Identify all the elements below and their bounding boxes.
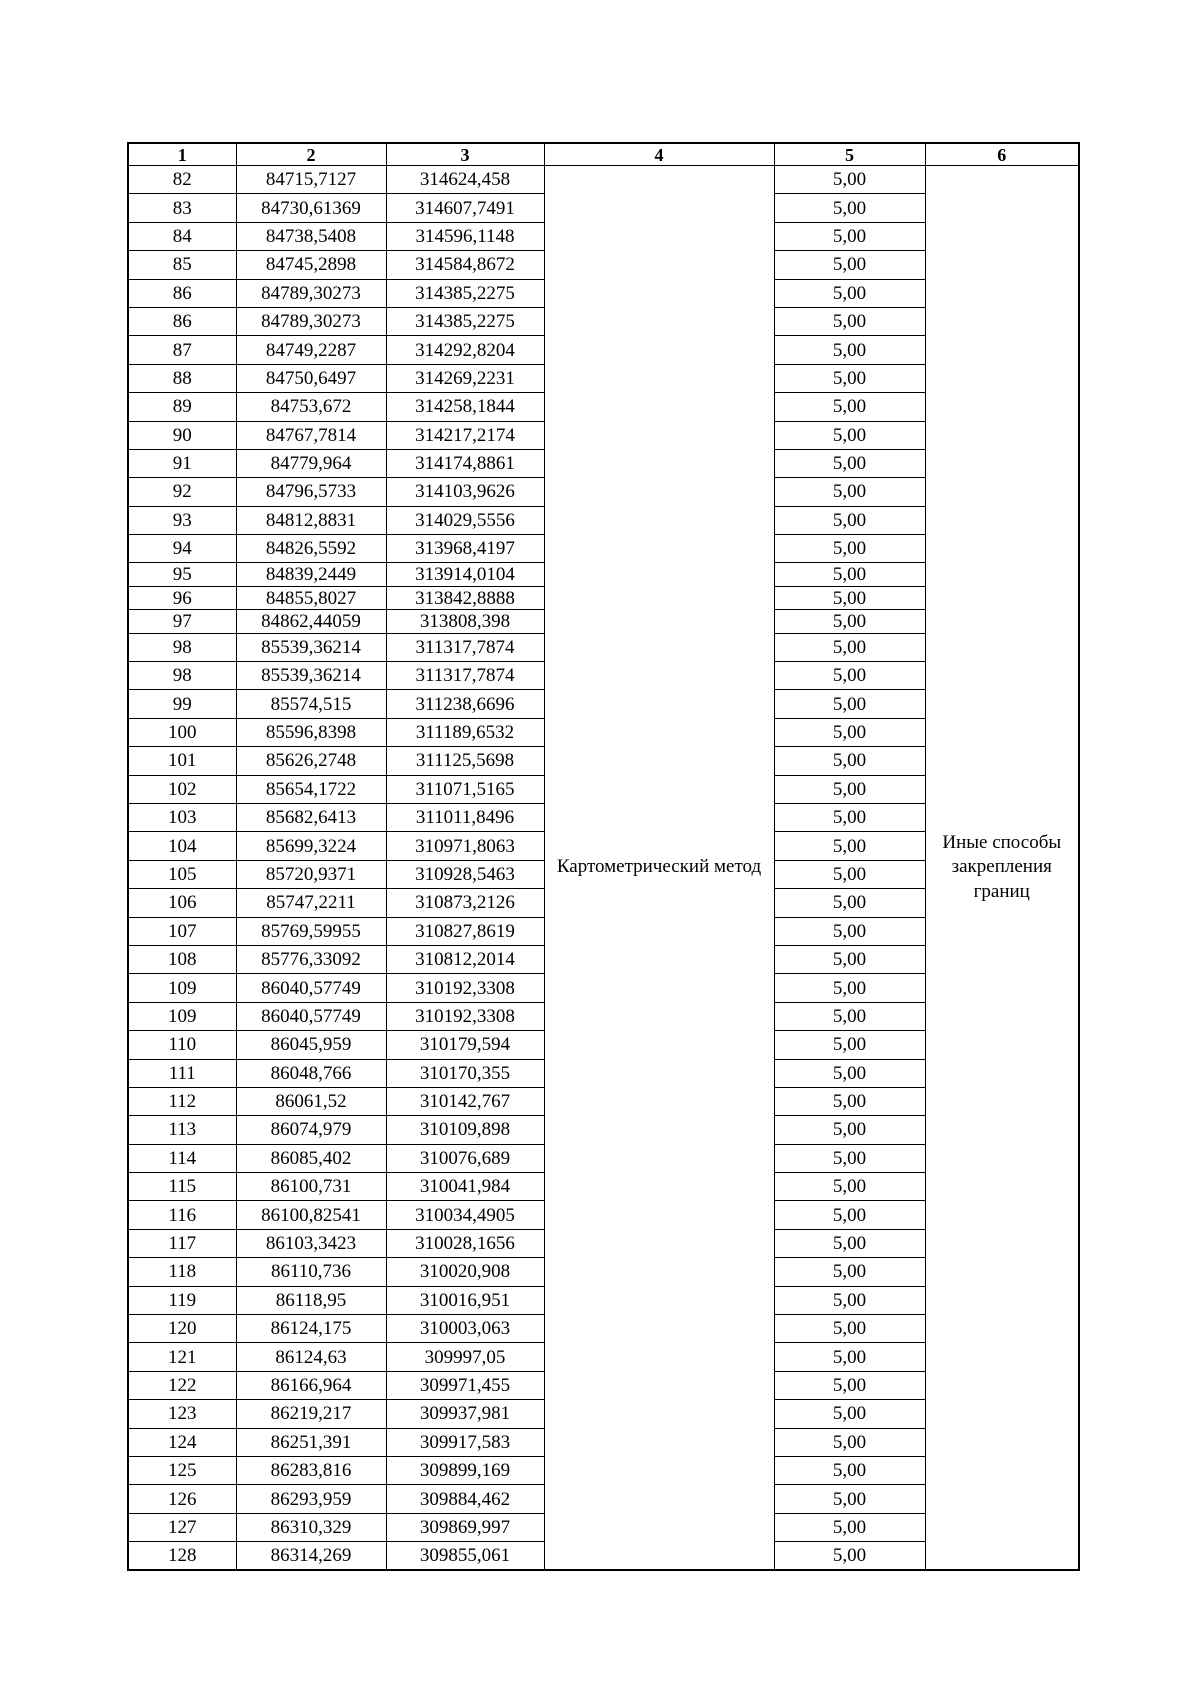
point-number-cell: 119 [128, 1286, 236, 1314]
accuracy-cell: 5,00 [774, 279, 925, 307]
accuracy-cell: 5,00 [774, 506, 925, 534]
point-number-cell: 110 [128, 1031, 236, 1059]
accuracy-cell: 5,00 [774, 747, 925, 775]
accuracy-cell: 5,00 [774, 1542, 925, 1570]
header-col-5: 5 [774, 143, 925, 166]
coord-x-cell: 85596,8398 [236, 718, 386, 746]
coord-x-cell: 86045,959 [236, 1031, 386, 1059]
header-col-3: 3 [386, 143, 544, 166]
point-number-cell: 88 [128, 364, 236, 392]
point-number-cell: 117 [128, 1229, 236, 1257]
point-number-cell: 84 [128, 222, 236, 250]
point-number-cell: 96 [128, 586, 236, 609]
coordinates-table [127, 142, 1080, 1571]
point-number-cell: 86 [128, 307, 236, 335]
accuracy-cell: 5,00 [774, 194, 925, 222]
header-row [128, 143, 1079, 166]
coord-y-cell: 309971,455 [386, 1371, 544, 1399]
coord-y-cell: 311125,5698 [386, 747, 544, 775]
coord-x-cell: 86100,731 [236, 1173, 386, 1201]
coord-y-cell: 309997,05 [386, 1343, 544, 1371]
point-number-cell: 89 [128, 393, 236, 421]
point-number-cell: 106 [128, 889, 236, 917]
coord-y-cell: 314103,9626 [386, 478, 544, 506]
accuracy-cell: 5,00 [774, 1059, 925, 1087]
coord-y-cell: 310928,5463 [386, 860, 544, 888]
coord-y-cell: 313842,8888 [386, 586, 544, 609]
point-number-cell: 118 [128, 1258, 236, 1286]
coord-y-cell: 314292,8204 [386, 336, 544, 364]
coord-y-cell: 311071,5165 [386, 775, 544, 803]
coord-y-cell: 314269,2231 [386, 364, 544, 392]
coord-y-cell: 309855,061 [386, 1542, 544, 1570]
accuracy-cell: 5,00 [774, 449, 925, 477]
coord-y-cell: 309899,169 [386, 1456, 544, 1484]
accuracy-cell: 5,00 [774, 860, 925, 888]
accuracy-cell: 5,00 [774, 393, 925, 421]
point-number-cell: 126 [128, 1485, 236, 1513]
coord-y-cell: 310109,898 [386, 1116, 544, 1144]
coord-y-cell: 310028,1656 [386, 1229, 544, 1257]
accuracy-cell: 5,00 [774, 307, 925, 335]
point-number-cell: 122 [128, 1371, 236, 1399]
point-number-cell: 116 [128, 1201, 236, 1229]
coord-x-cell: 86100,82541 [236, 1201, 386, 1229]
accuracy-cell: 5,00 [774, 1002, 925, 1030]
coord-y-cell: 314596,1148 [386, 222, 544, 250]
coord-y-cell: 313914,0104 [386, 563, 544, 586]
accuracy-cell: 5,00 [774, 917, 925, 945]
accuracy-cell: 5,00 [774, 166, 925, 194]
coord-x-cell: 86061,52 [236, 1087, 386, 1115]
coord-y-cell: 309884,462 [386, 1485, 544, 1513]
accuracy-cell: 5,00 [774, 1371, 925, 1399]
accuracy-cell: 5,00 [774, 421, 925, 449]
coord-x-cell: 86293,959 [236, 1485, 386, 1513]
accuracy-cell: 5,00 [774, 610, 925, 633]
coord-x-cell: 84855,8027 [236, 586, 386, 609]
accuracy-cell: 5,00 [774, 945, 925, 973]
coord-y-cell: 310020,908 [386, 1258, 544, 1286]
coord-x-cell: 84826,5592 [236, 535, 386, 563]
accuracy-cell: 5,00 [774, 1343, 925, 1371]
coord-y-cell: 314584,8672 [386, 251, 544, 279]
coord-x-cell: 85626,2748 [236, 747, 386, 775]
table-row [128, 166, 1079, 194]
point-number-cell: 109 [128, 974, 236, 1002]
accuracy-cell: 5,00 [774, 222, 925, 250]
coord-x-cell: 84839,2449 [236, 563, 386, 586]
coord-x-cell: 84767,7814 [236, 421, 386, 449]
point-number-cell: 127 [128, 1513, 236, 1541]
coord-x-cell: 84750,6497 [236, 364, 386, 392]
coord-x-cell: 84812,8831 [236, 506, 386, 534]
point-number-cell: 82 [128, 166, 236, 194]
coord-y-cell: 310170,355 [386, 1059, 544, 1087]
header-col-6: 6 [925, 143, 1079, 166]
coord-y-cell: 314385,2275 [386, 307, 544, 335]
coord-y-cell: 311011,8496 [386, 803, 544, 831]
accuracy-cell: 5,00 [774, 832, 925, 860]
point-number-cell: 102 [128, 775, 236, 803]
coord-y-cell: 310041,984 [386, 1173, 544, 1201]
coord-y-cell: 314258,1844 [386, 393, 544, 421]
accuracy-cell: 5,00 [774, 690, 925, 718]
coord-y-cell: 311238,6696 [386, 690, 544, 718]
point-number-cell: 98 [128, 662, 236, 690]
coord-x-cell: 86085,402 [236, 1144, 386, 1172]
point-number-cell: 90 [128, 421, 236, 449]
coord-y-cell: 310192,3308 [386, 1002, 544, 1030]
accuracy-cell: 5,00 [774, 889, 925, 917]
coord-y-cell: 314174,8861 [386, 449, 544, 477]
coord-y-cell: 311317,7874 [386, 662, 544, 690]
accuracy-cell: 5,00 [774, 1229, 925, 1257]
coord-y-cell: 310827,8619 [386, 917, 544, 945]
coord-x-cell: 86110,736 [236, 1258, 386, 1286]
coord-x-cell: 86074,979 [236, 1116, 386, 1144]
coord-x-cell: 85539,36214 [236, 633, 386, 661]
accuracy-cell: 5,00 [774, 1144, 925, 1172]
coord-x-cell: 84862,44059 [236, 610, 386, 633]
point-number-cell: 85 [128, 251, 236, 279]
coord-x-cell: 85776,33092 [236, 945, 386, 973]
point-number-cell: 94 [128, 535, 236, 563]
coord-y-cell: 310971,8063 [386, 832, 544, 860]
coord-y-cell: 310179,594 [386, 1031, 544, 1059]
coord-x-cell: 86251,391 [236, 1428, 386, 1456]
coord-y-cell: 310812,2014 [386, 945, 544, 973]
point-number-cell: 100 [128, 718, 236, 746]
point-number-cell: 113 [128, 1116, 236, 1144]
accuracy-cell: 5,00 [774, 974, 925, 1002]
coord-x-cell: 84749,2287 [236, 336, 386, 364]
coord-x-cell: 84796,5733 [236, 478, 386, 506]
coord-x-cell: 86118,95 [236, 1286, 386, 1314]
point-number-cell: 109 [128, 1002, 236, 1030]
accuracy-cell: 5,00 [774, 775, 925, 803]
accuracy-cell: 5,00 [774, 1428, 925, 1456]
accuracy-cell: 5,00 [774, 251, 925, 279]
coord-y-cell: 310016,951 [386, 1286, 544, 1314]
header-col-2: 2 [236, 143, 386, 166]
coord-x-cell: 86124,175 [236, 1315, 386, 1343]
accuracy-cell: 5,00 [774, 1258, 925, 1286]
coord-x-cell: 84779,964 [236, 449, 386, 477]
accuracy-cell: 5,00 [774, 1315, 925, 1343]
accuracy-cell: 5,00 [774, 535, 925, 563]
point-number-cell: 87 [128, 336, 236, 364]
accuracy-cell: 5,00 [774, 563, 925, 586]
accuracy-cell: 5,00 [774, 1031, 925, 1059]
accuracy-cell: 5,00 [774, 662, 925, 690]
coord-x-cell: 84738,5408 [236, 222, 386, 250]
coord-x-cell: 85682,6413 [236, 803, 386, 831]
accuracy-cell: 5,00 [774, 478, 925, 506]
accuracy-cell: 5,00 [774, 1456, 925, 1484]
coord-y-cell: 310003,063 [386, 1315, 544, 1343]
point-number-cell: 98 [128, 633, 236, 661]
coord-y-cell: 310034,4905 [386, 1201, 544, 1229]
coord-y-cell: 314385,2275 [386, 279, 544, 307]
point-number-cell: 108 [128, 945, 236, 973]
coord-x-cell: 85769,59955 [236, 917, 386, 945]
point-number-cell: 86 [128, 279, 236, 307]
point-number-cell: 124 [128, 1428, 236, 1456]
point-number-cell: 120 [128, 1315, 236, 1343]
header-col-4: 4 [544, 143, 774, 166]
coord-y-cell: 314029,5556 [386, 506, 544, 534]
point-number-cell: 92 [128, 478, 236, 506]
coord-x-cell: 86314,269 [236, 1542, 386, 1570]
coord-x-cell: 85747,2211 [236, 889, 386, 917]
method-cell: Картометрический метод [544, 166, 774, 1571]
coord-x-cell: 85699,3224 [236, 832, 386, 860]
point-number-cell: 97 [128, 610, 236, 633]
coord-y-cell: 314607,7491 [386, 194, 544, 222]
coord-x-cell: 86166,964 [236, 1371, 386, 1399]
accuracy-cell: 5,00 [774, 1173, 925, 1201]
accuracy-cell: 5,00 [774, 1513, 925, 1541]
coord-x-cell: 85539,36214 [236, 662, 386, 690]
accuracy-cell: 5,00 [774, 1485, 925, 1513]
coord-x-cell: 85720,9371 [236, 860, 386, 888]
coord-x-cell: 85574,515 [236, 690, 386, 718]
point-number-cell: 123 [128, 1400, 236, 1428]
accuracy-cell: 5,00 [774, 633, 925, 661]
accuracy-cell: 5,00 [774, 364, 925, 392]
coord-x-cell: 84730,61369 [236, 194, 386, 222]
accuracy-cell: 5,00 [774, 718, 925, 746]
point-number-cell: 125 [128, 1456, 236, 1484]
coord-y-cell: 314624,458 [386, 166, 544, 194]
coord-x-cell: 84789,30273 [236, 279, 386, 307]
accuracy-cell: 5,00 [774, 1201, 925, 1229]
coord-y-cell: 310142,767 [386, 1087, 544, 1115]
point-number-cell: 121 [128, 1343, 236, 1371]
point-number-cell: 91 [128, 449, 236, 477]
coord-y-cell: 309937,981 [386, 1400, 544, 1428]
coord-y-cell: 310076,689 [386, 1144, 544, 1172]
coord-x-cell: 86219,217 [236, 1400, 386, 1428]
point-number-cell: 107 [128, 917, 236, 945]
coord-x-cell: 86103,3423 [236, 1229, 386, 1257]
point-number-cell: 103 [128, 803, 236, 831]
point-number-cell: 83 [128, 194, 236, 222]
coord-y-cell: 309869,997 [386, 1513, 544, 1541]
accuracy-cell: 5,00 [774, 586, 925, 609]
coord-x-cell: 84715,7127 [236, 166, 386, 194]
coord-y-cell: 314217,2174 [386, 421, 544, 449]
accuracy-cell: 5,00 [774, 1400, 925, 1428]
coord-x-cell: 84789,30273 [236, 307, 386, 335]
point-number-cell: 104 [128, 832, 236, 860]
coord-x-cell: 84753,672 [236, 393, 386, 421]
coord-y-cell: 311189,6532 [386, 718, 544, 746]
coord-x-cell: 86283,816 [236, 1456, 386, 1484]
coord-x-cell: 85654,1722 [236, 775, 386, 803]
point-number-cell: 93 [128, 506, 236, 534]
point-number-cell: 101 [128, 747, 236, 775]
coord-x-cell: 84745,2898 [236, 251, 386, 279]
accuracy-cell: 5,00 [774, 336, 925, 364]
fixing-method-cell: Иные способы закрепления границ [925, 166, 1079, 1571]
coord-x-cell: 86048,766 [236, 1059, 386, 1087]
coord-x-cell: 86040,57749 [236, 1002, 386, 1030]
table-body [128, 166, 1079, 1571]
coord-y-cell: 313808,398 [386, 610, 544, 633]
point-number-cell: 111 [128, 1059, 236, 1087]
coord-y-cell: 309917,583 [386, 1428, 544, 1456]
point-number-cell: 128 [128, 1542, 236, 1570]
point-number-cell: 112 [128, 1087, 236, 1115]
coord-x-cell: 86040,57749 [236, 974, 386, 1002]
point-number-cell: 99 [128, 690, 236, 718]
accuracy-cell: 5,00 [774, 1087, 925, 1115]
coord-x-cell: 86124,63 [236, 1343, 386, 1371]
coord-y-cell: 311317,7874 [386, 633, 544, 661]
header-col-1: 1 [128, 143, 236, 166]
point-number-cell: 115 [128, 1173, 236, 1201]
coord-y-cell: 310192,3308 [386, 974, 544, 1002]
coord-x-cell: 86310,329 [236, 1513, 386, 1541]
point-number-cell: 114 [128, 1144, 236, 1172]
coord-y-cell: 313968,4197 [386, 535, 544, 563]
point-number-cell: 95 [128, 563, 236, 586]
accuracy-cell: 5,00 [774, 1286, 925, 1314]
coord-y-cell: 310873,2126 [386, 889, 544, 917]
accuracy-cell: 5,00 [774, 1116, 925, 1144]
accuracy-cell: 5,00 [774, 803, 925, 831]
point-number-cell: 105 [128, 860, 236, 888]
